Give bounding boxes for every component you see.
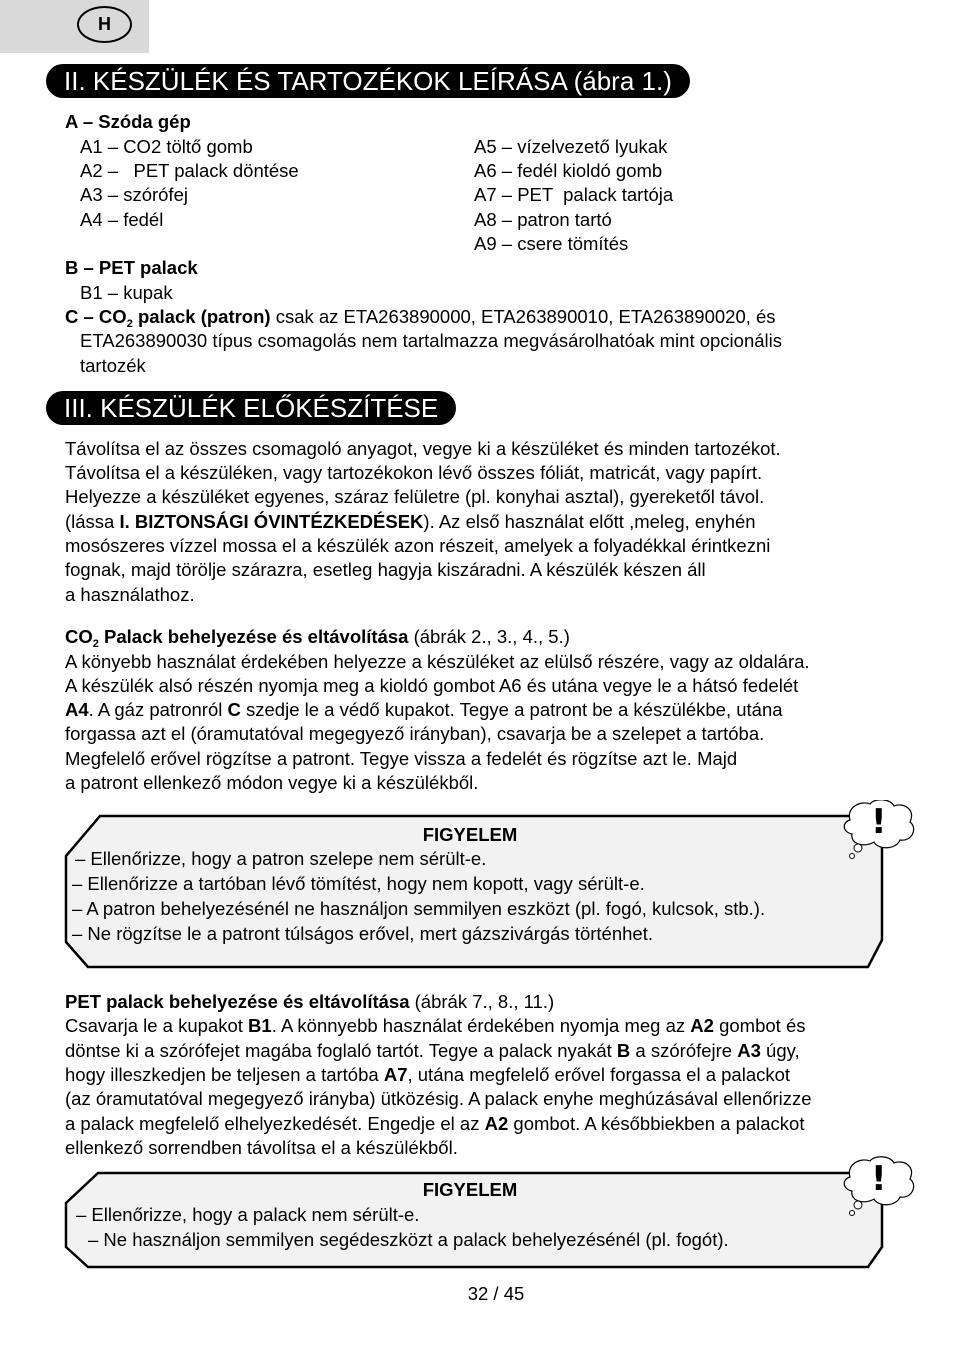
language-code: H [77, 6, 132, 43]
pet-heading: PET palack behelyezése és eltávolítása (ábrák 7., 8., 11.) [65, 991, 555, 1012]
part-item: A2 – PET palack döntése [80, 160, 299, 181]
warning-title-2: FIGYELEM [422, 1179, 518, 1200]
prep-line: Távolítsa el a készüléken, vagy tartozékokon lévő összes fóliát, matricát, vagy papírt. [65, 462, 763, 483]
c-paragraph-line: ETA263890030 típus csomagolás nem tartalmazza megvásárolhatóak mint opcionális [80, 330, 783, 351]
section-title-2: II. KÉSZÜLÉK ÉS TARTOZÉKOK LEÍRÁSA (ábra 1.) [46, 64, 690, 98]
part-item: A8 – patron tartó [474, 209, 612, 230]
pet-line: hogy illeszkedjen be teljesen a tartóba A7, utána megfelelő erővel forgassa el a palackot [65, 1064, 791, 1085]
a-heading: A – Szóda gép [65, 111, 191, 132]
warning-item: – Ne használjon semmilyen segédeszközt a palack behelyezésénél (pl. fogót). [88, 1229, 729, 1250]
part-item: A5 – vízelvezető lyukak [474, 136, 668, 157]
co2-line: forgassa azt el (óramutatóval megegyező irányban), csavarja be a szelepet a tartóba. [65, 723, 765, 744]
warning-item: – Ellenőrizze, hogy a patron szelepe nem sérült-e. [75, 848, 487, 869]
b-heading: B – PET palack [65, 257, 198, 278]
part-item: A1 – CO2 töltő gomb [80, 136, 253, 157]
part-item: A7 – PET palack tartója [474, 184, 674, 205]
warning-title-1: FIGYELEM [422, 824, 518, 845]
prep-line: (lássa I. BIZTONSÁGI ÓVINTÉZKEDÉSEK). Az első használat előtt ,meleg, enyhén [65, 511, 756, 532]
part-item: A6 – fedél kioldó gomb [474, 160, 663, 181]
co2-line: A könyebb használat érdekében helyezze a készüléket az elülső részére, vagy az oldalára. [65, 651, 810, 672]
prep-line: mosószeres vízzel mossa el a készülék azon részeit, amelyek a folyadékkal érintkezni [65, 535, 771, 556]
section-title-3: III. KÉSZÜLÉK ELŐKÉSZÍTÉSE [46, 391, 456, 425]
pet-line: (az óramutatóval megegyező irányba) ütközésig. A palack enyhe meghúzásával ellenőrizze [65, 1088, 812, 1109]
warning-item: – Ellenőrizze, hogy a palack nem sérült-e. [76, 1204, 420, 1225]
part-item: A4 – fedél [80, 209, 164, 230]
co2-line: A4. A gáz patronról C szedje le a védő kupakot. Tegye a patront be a készülékbe, utána [65, 699, 783, 720]
co2-heading: $CO_2$ Palack behelyezése és eltávolítása (ábrák 2., 3., 4., 5.) [65, 626, 570, 650]
pet-line: ellenkező sorrendben távolítsa el a készülékből. [65, 1137, 458, 1158]
exclamation-icon: ! [871, 1159, 887, 1199]
warning-item: – Ellenőrizze a tartóban lévő tömítést, hogy nem kopott, vagy sérült-e. [72, 873, 645, 894]
pet-line: Csavarja le a kupakot B1. A könnyebb használat érdekében nyomja meg az A2 gombot és [65, 1015, 806, 1036]
warning-item: – A patron behelyezésénél ne használjon semmilyen eszközt (pl. fogó, kulcsok, stb.). [72, 898, 766, 919]
exclamation-icon: ! [871, 802, 887, 842]
prep-line: fognak, majd törölje szárazra, esetleg hagyja kiszáradni. A készülék készen áll [65, 559, 706, 580]
c-paragraph-line: tartozék [80, 355, 146, 376]
c-paragraph-line: C – $CO_2$ palack (patron) csak az ETA263890000, ETA263890010, ETA263890020, és [65, 306, 776, 330]
prep-line: Távolítsa el az összes csomagoló anyagot, vegye ki a készüléket és minden tartozékot. [65, 438, 781, 459]
pet-line: a palack megfelelő elhelyezkedését. Engedje el az A2 gombot. A későbbiekben a palackot [65, 1113, 805, 1134]
co2-line: Megfelelő erővel rögzítse a patront. Tegye vissza a fedelét és rögzítse azt le. Majd [65, 748, 738, 769]
prep-line: Helyezze a készüléket egyenes, száraz felületre (pl. konyhai asztal), gyereketől távol. [65, 486, 765, 507]
co2-line: A készülék alsó részén nyomja meg a kioldó gombot A6 és utána vegye le a hátsó fedelét [65, 675, 799, 696]
co2-line: a patront ellenkező módon vegye ki a készülékből. [65, 772, 479, 793]
part-item: A9 – csere tömítés [474, 233, 629, 254]
pet-line: döntse ki a szórófejet magába foglaló tartót. Tegye a palack nyakát B a szórófejre A3 úgy, [65, 1040, 800, 1061]
page-number: 32 / 45 [467, 1283, 525, 1304]
part-item: A3 – szórófej [80, 184, 188, 205]
warning-item: – Ne rögzítse le a patront túlságos erővel, mert gázszivárgás történhet. [72, 923, 653, 944]
b1-item: B1 – kupak [80, 282, 173, 303]
prep-line: a használathoz. [65, 584, 195, 605]
